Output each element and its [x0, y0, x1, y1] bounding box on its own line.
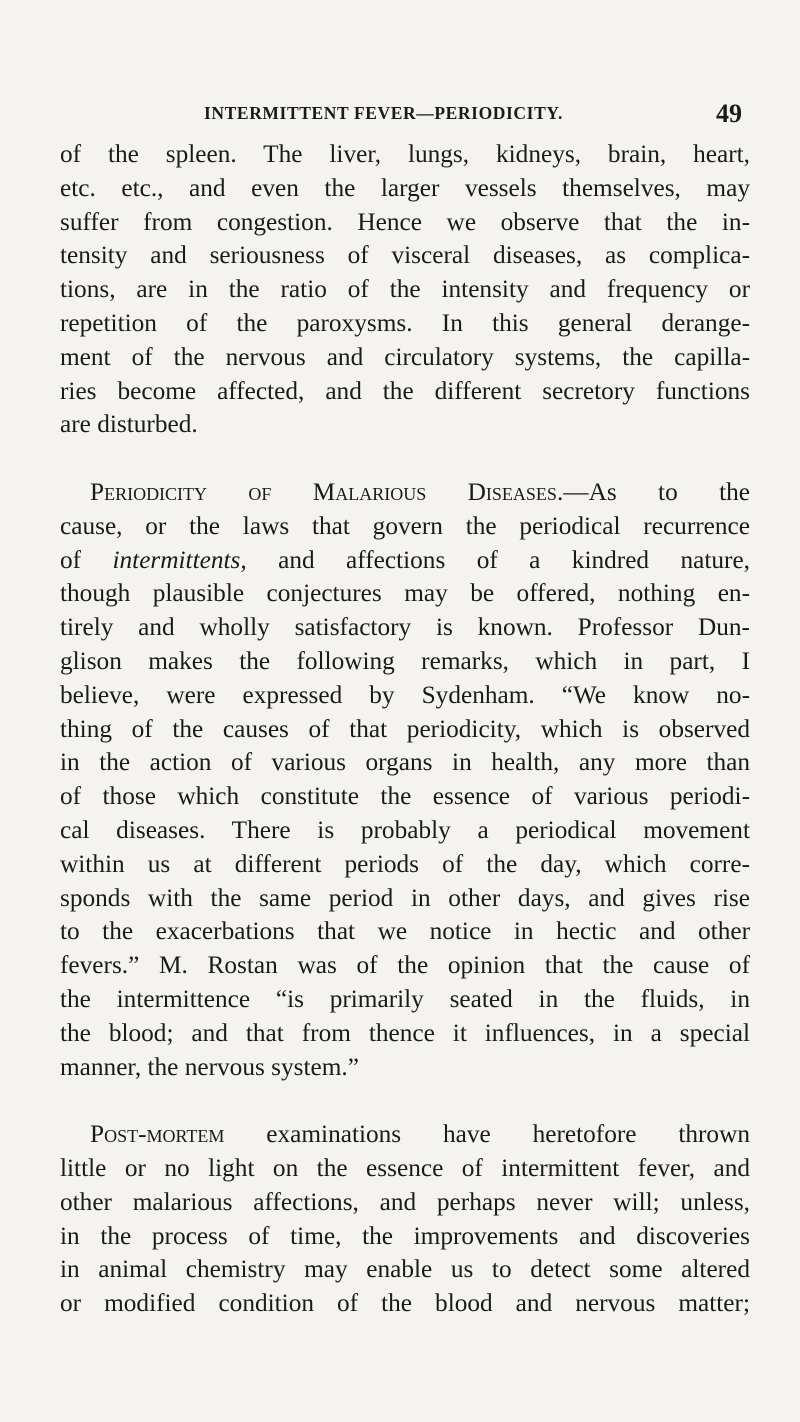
text-line: ries become affected, and the different secretory functions — [60, 376, 750, 405]
section-heading: Periodicity of Malarious Diseases. — [90, 477, 564, 506]
text-line: glison makes the following remarks, which in part, I — [60, 646, 750, 675]
text-line: little or no light on the essence of intermittent fever, and — [60, 1153, 750, 1182]
text-line — [60, 544, 750, 578]
text-line: tions, are in the ratio of the intensity and frequency or — [60, 275, 750, 304]
text-line — [60, 1118, 750, 1152]
text-line: though plausible conjectures may be offered, nothing en- — [60, 579, 750, 608]
text-line: repetition of the paroxysms. In this general derange- — [60, 308, 750, 337]
paragraph-spleen-congestion — [60, 138, 750, 442]
running-head-title: INTERMITTENT FEVER—PERIODICITY. — [204, 103, 563, 123]
section-heading: Post-mortem — [90, 1120, 225, 1149]
text-line: cause, or the laws that govern the periodical recurrence — [60, 511, 750, 540]
paragraph-post-mortem — [60, 1118, 750, 1321]
text-line: of the spleen. The liver, lungs, kidneys, brain, heart, — [60, 140, 750, 168]
text-line: ment of the nervous and circulatory systems, the capilla- — [60, 342, 750, 371]
text-line: etc. etc., and even the larger vessels themselves, may — [60, 173, 750, 202]
text-line: in the action of various organs in health, any more than — [60, 748, 750, 777]
italic-term: intermittents, — [112, 545, 247, 574]
text-line — [60, 476, 750, 510]
body-text — [60, 138, 750, 1321]
text-line: cal diseases. There is probably a periodical movement — [60, 815, 750, 844]
heading-continuation: examinations have heretofore thrown — [224, 1120, 750, 1149]
text-line: the blood; and that from thence it influences, in a special — [60, 1018, 750, 1047]
text-line: are disturbed. — [60, 410, 198, 439]
text-line: tensity and seriousness of visceral diseases, as complica- — [60, 241, 750, 270]
paragraph-periodicity — [60, 476, 750, 1084]
text-line: in the process of time, the improvements and discoveries — [60, 1221, 750, 1250]
text-line: in animal chemistry may enable us to detect some altered — [60, 1255, 750, 1284]
text-line: thing of the causes of that periodicity, which is observed — [60, 714, 750, 743]
text-line: within us at different periods of the day, which corre- — [60, 849, 750, 878]
text-line: believe, were expressed by Sydenham. “We know no- — [60, 680, 750, 709]
line-rest: and affections of a kindred nature, — [246, 545, 750, 574]
text-line: tirely and wholly satisfactory is known. Professor Dun- — [60, 613, 750, 642]
text-line: of those which constitute the essence of various periodi- — [60, 782, 750, 811]
text-line: suffer from congestion. Hence we observe that the in- — [60, 207, 750, 236]
running-head — [204, 99, 742, 133]
page-number: 49 — [716, 99, 742, 128]
text-line: the intermittence “is primarily seated in the fluids, in — [60, 984, 750, 1013]
text-line: other malarious affections, and perhaps never will; unless, — [60, 1187, 750, 1216]
line-start: of — [60, 545, 113, 574]
text-line: to the exacerbations that we notice in hectic and other — [60, 917, 750, 946]
heading-continuation: —As to the — [563, 477, 751, 506]
text-line: or modified condition of the blood and nervous matter; — [60, 1289, 750, 1318]
text-line: sponds with the same period in other days, and gives rise — [60, 883, 750, 912]
text-line: fevers.” M. Rostan was of the opinion that the cause of — [60, 951, 750, 980]
text-line: manner, the nervous system.” — [60, 1052, 359, 1081]
